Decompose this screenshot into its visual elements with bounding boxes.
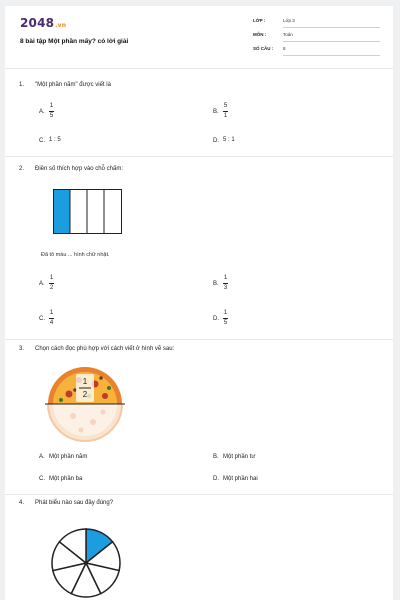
meta-count bbox=[253, 44, 380, 55]
numerator: 1 bbox=[223, 275, 228, 281]
rectangle-figure bbox=[53, 189, 123, 234]
fraction-bar bbox=[49, 111, 54, 112]
question-4-text: Phát biểu nào sau đây đúng? bbox=[35, 500, 114, 506]
fraction-bar bbox=[49, 283, 54, 284]
numerator: 1 bbox=[49, 275, 54, 281]
denominator: 1 bbox=[223, 113, 228, 119]
fraction-bar bbox=[223, 283, 228, 284]
question-1-text: "Một phần năm" được viết là bbox=[35, 82, 111, 88]
q2-option-d[interactable] bbox=[213, 310, 228, 327]
site-logo[interactable] bbox=[20, 16, 66, 30]
option-text: 1 : 5 bbox=[49, 137, 61, 143]
option-letter: C. bbox=[39, 316, 45, 323]
meta-class bbox=[253, 16, 380, 27]
fraction bbox=[223, 275, 228, 292]
denominator: 2 bbox=[49, 285, 54, 291]
q1-option-c[interactable] bbox=[39, 137, 61, 144]
divider bbox=[5, 339, 393, 340]
logo-suffix: .vn bbox=[55, 22, 67, 29]
header bbox=[5, 6, 393, 64]
option-text: Một phần năm bbox=[49, 454, 88, 460]
q2-option-a[interactable] bbox=[39, 275, 54, 292]
meta-class-label: LỚP : bbox=[253, 18, 266, 23]
fraction-numerator: 1 bbox=[82, 377, 88, 386]
fraction bbox=[49, 103, 54, 120]
option-letter: C. bbox=[39, 476, 45, 482]
meta-count-label: SỐ CÂU : bbox=[253, 46, 274, 51]
divider bbox=[5, 156, 393, 157]
fraction-bar bbox=[223, 318, 228, 319]
q2-option-c[interactable] bbox=[39, 310, 54, 327]
question-3-number: 3. bbox=[19, 346, 25, 352]
q1-option-b[interactable] bbox=[213, 103, 228, 120]
numerator: 5 bbox=[223, 103, 228, 109]
meta-subject-label: MÔN : bbox=[253, 32, 267, 37]
option-letter: B. bbox=[213, 109, 219, 116]
q2-option-b[interactable] bbox=[213, 275, 228, 292]
question-2-note: Đã tô màu ... hình chữ nhật. bbox=[41, 252, 110, 258]
option-letter: D. bbox=[213, 137, 219, 144]
fraction-denominator: 2 bbox=[82, 390, 88, 399]
option-letter: A. bbox=[39, 281, 45, 288]
option-text: 5 : 1 bbox=[223, 137, 235, 143]
option-letter: A. bbox=[39, 109, 45, 116]
option-letter: A. bbox=[39, 454, 45, 460]
numerator: 1 bbox=[223, 310, 228, 316]
q1-option-d[interactable] bbox=[213, 137, 235, 144]
numerator: 1 bbox=[49, 103, 54, 109]
fraction bbox=[223, 103, 228, 120]
option-letter: D. bbox=[213, 316, 219, 323]
circle-figure bbox=[50, 527, 122, 599]
meta-count-value: 8 bbox=[283, 44, 380, 56]
question-4 bbox=[19, 500, 113, 506]
question-2-number: 2. bbox=[19, 166, 25, 172]
option-text: Một phần ba bbox=[49, 476, 83, 482]
question-3 bbox=[19, 346, 174, 352]
meta-subject bbox=[253, 30, 380, 41]
logo-text: 2048 bbox=[20, 16, 55, 30]
fraction bbox=[49, 310, 54, 327]
page-title: 8 bài tập Một phần mấy? có lời giải bbox=[20, 38, 129, 45]
question-2-text: Điền số thích hợp vào chỗ chấm: bbox=[35, 166, 123, 172]
worksheet-page bbox=[5, 6, 393, 600]
fraction-bar bbox=[223, 111, 228, 112]
option-letter: C. bbox=[39, 137, 45, 144]
q3-option-c[interactable] bbox=[39, 476, 82, 482]
divider bbox=[5, 494, 393, 495]
denominator: 5 bbox=[49, 113, 54, 119]
question-4-number: 4. bbox=[19, 500, 25, 506]
numerator: 1 bbox=[49, 310, 54, 316]
option-text: Một phần tư bbox=[223, 454, 256, 460]
shaded-part bbox=[53, 189, 70, 234]
pizza-figure bbox=[45, 364, 125, 444]
question-2 bbox=[19, 166, 123, 172]
meta-subject-value: Toán bbox=[283, 30, 380, 42]
denominator: 4 bbox=[49, 320, 54, 326]
denominator: 5 bbox=[223, 320, 228, 326]
fraction bbox=[223, 310, 228, 327]
q1-option-a[interactable] bbox=[39, 103, 54, 120]
q3-option-a[interactable] bbox=[39, 454, 87, 460]
option-letter: D. bbox=[213, 476, 219, 482]
denominator: 3 bbox=[223, 285, 228, 291]
question-1-number: 1. bbox=[19, 82, 25, 88]
option-letter: B. bbox=[213, 454, 219, 460]
question-3-text: Chọn cách đọc phù hợp với cách viết ở hình vẽ sau: bbox=[35, 346, 175, 352]
option-letter: B. bbox=[213, 281, 219, 288]
option-text: Một phần hai bbox=[223, 476, 258, 482]
fraction-bar bbox=[49, 318, 54, 319]
meta-class-value: Lớp 3 bbox=[283, 16, 380, 28]
fraction bbox=[49, 275, 54, 292]
q3-option-b[interactable] bbox=[213, 454, 255, 460]
header-divider bbox=[5, 68, 393, 69]
q3-option-d[interactable] bbox=[213, 476, 258, 482]
question-1 bbox=[19, 82, 111, 88]
